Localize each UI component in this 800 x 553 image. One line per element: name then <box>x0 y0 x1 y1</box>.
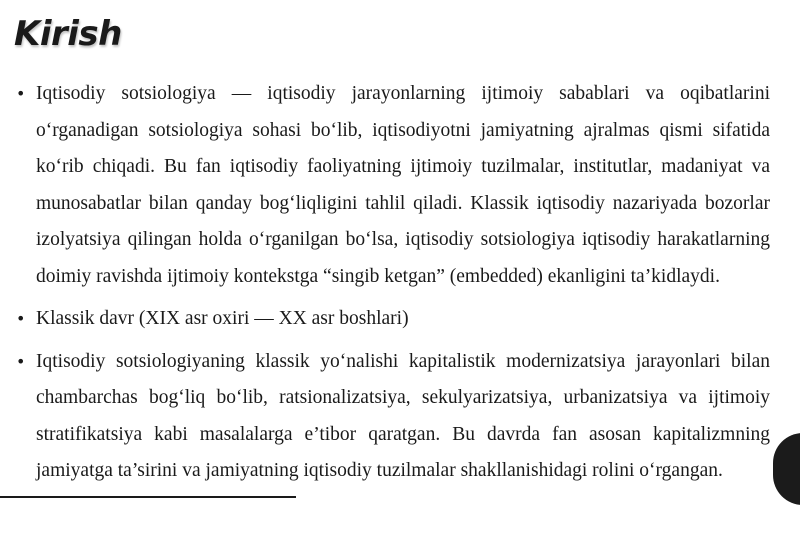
slide-title: Kirish <box>14 14 122 54</box>
edge-tab-handle[interactable] <box>773 433 800 505</box>
bullet-text: Klassik davr (XIX asr oxiri — XX asr boshlari) <box>36 308 409 329</box>
bullet-item-classical-period <box>14 301 770 338</box>
bullet-marker: • <box>16 309 26 328</box>
bullet-text: Iqtisodiy sotsiologiyaning klassik yo‘nalishi kapitalistik modernizatsiya jarayonlari bilan chambarchas bog‘liq bo‘lib, ratsionalizatsiya, sekulyarizatsiya, urbanizatsiya va ijtimoiy stratifikatsiya kabi masalalarga e’tibor qaratgan. Bu davrda fan asosan kapitalizmning jamiyatga ta’sirini va jamiyatning iqtisodiy tuzilmalar shakllanishidagi rolini o‘rgangan. <box>36 350 770 481</box>
bullet-list <box>14 76 770 490</box>
bullet-marker: • <box>16 84 26 103</box>
divider-line <box>0 496 296 498</box>
bullet-marker: • <box>16 351 26 371</box>
bullet-item-definition <box>14 76 770 295</box>
bullet-text: Iqtisodiy sotsiologiya — iqtisodiy jarayonlarning ijtimoiy sabablari va oqibatlarini o‘rganadigan sotsiologiya sohasi bo‘lib, iqtisodiyotni jamiyatning ajralmas qismi sifatida ko‘rib chiqadi. Bu fan iqtisodiy faoliyatning ijtimoiy tuzilmalar, institutlar, madaniyat va munosabatlar bilan qanday bog‘liqligini tahlil qiladi. Klassik iqtisodiy nazariyada bozorlar izolyatsiya qilingan holda o‘rganilgan bo‘lsa, iqtisodiy sotsiologiya iqtisodiy harakatlarning doimiy ravishda ijtimoiy kontekstga “singib ketgan” (embedded) ekanligini ta’kidlaydi. <box>36 83 770 287</box>
bullet-item-classical-direction <box>14 344 770 490</box>
